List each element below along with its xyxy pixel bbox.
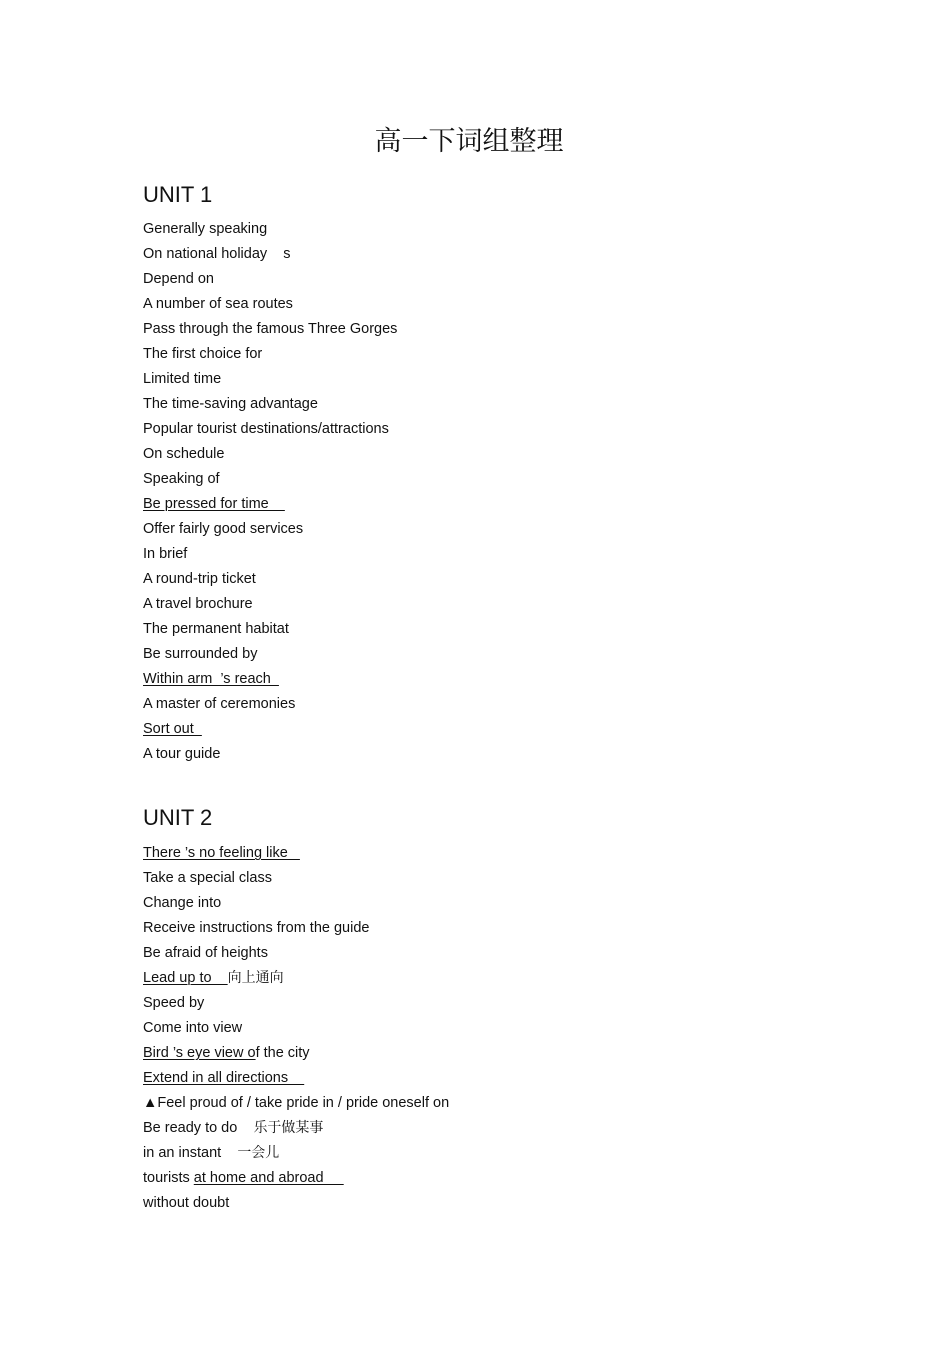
phrase-item — [143, 1191, 449, 1216]
phrase-item — [143, 592, 397, 617]
phrase-item — [143, 966, 449, 991]
phrase-text: Speed by — [143, 995, 205, 1011]
phrase-item — [143, 1166, 449, 1191]
chinese-gloss: 向上通向 — [227, 970, 284, 986]
phrase-text: Offer fairly good services — [143, 521, 304, 537]
phrase-item — [143, 492, 397, 517]
phrase-text: f the city — [255, 1045, 310, 1061]
phrase-text: Come into view — [143, 1020, 243, 1036]
phrase-text: A number of sea routes — [143, 296, 293, 312]
phrase-item — [143, 442, 397, 467]
phrase-text: Be surrounded by — [143, 646, 258, 662]
phrase-text: ▲Feel proud of / take pride in / pride oneself on — [143, 1095, 450, 1111]
phrase-text: On schedule — [143, 446, 225, 462]
phrase-item — [143, 567, 397, 592]
phrase-item — [143, 292, 397, 317]
underlined-phrase: Extend in all directions — [143, 1070, 305, 1086]
phrase-item — [143, 991, 449, 1016]
phrase-text: Be ready to do — [143, 1120, 254, 1136]
phrase-text: In brief — [143, 546, 188, 562]
phrase-text: Take a special class — [143, 870, 272, 886]
phrase-text: The time-saving advantage — [143, 396, 318, 412]
phrase-item — [143, 667, 397, 692]
phrase-item — [143, 467, 397, 492]
underlined-phrase: Within arm ’s reach — [143, 671, 279, 687]
phrase-item — [143, 692, 397, 717]
phrase-item — [143, 417, 397, 442]
phrase-item — [143, 542, 397, 567]
page-title: 高一下词组整理 — [374, 126, 564, 157]
phrase-item — [143, 517, 397, 542]
phrase-text: Change into — [143, 895, 222, 911]
phrase-text: without doubt — [143, 1195, 230, 1211]
phrase-item — [143, 242, 397, 267]
phrase-item — [143, 317, 397, 342]
unit-2-phrase-list — [143, 841, 449, 1216]
underlined-phrase: Be pressed for time — [143, 496, 285, 512]
phrase-item — [143, 342, 397, 367]
phrase-text: The first choice for — [143, 346, 263, 362]
phrase-item — [143, 866, 449, 891]
phrase-text: A travel brochure — [143, 596, 253, 612]
phrase-item — [143, 1116, 449, 1141]
underlined-phrase: Sort out — [143, 721, 202, 737]
phrase-text: Speaking of — [143, 471, 220, 487]
phrase-text: Depend on — [143, 271, 214, 287]
phrase-item — [143, 941, 449, 966]
phrase-item — [143, 1066, 449, 1091]
phrase-text: in an instant — [143, 1145, 238, 1161]
phrase-text: tourists — [143, 1170, 194, 1186]
phrase-item — [143, 617, 397, 642]
underlined-phrase: Bird ’s eye view o — [143, 1045, 256, 1061]
phrase-text: A round-trip ticket — [143, 571, 256, 587]
phrase-text: Popular tourist destinations/attractions — [143, 421, 389, 437]
phrase-item — [143, 392, 397, 417]
phrase-item — [143, 267, 397, 292]
underlined-phrase: Lead up to — [143, 970, 228, 986]
underlined-phrase: at home and abroad — [193, 1170, 344, 1186]
underlined-phrase: There ’s no feeling like — [143, 845, 300, 861]
phrase-text: On national holiday s — [143, 246, 291, 262]
phrase-item — [143, 841, 449, 866]
unit-2-heading: UNIT 2 — [143, 805, 213, 830]
phrase-item — [143, 1141, 449, 1166]
phrase-item — [143, 916, 449, 941]
phrase-item — [143, 1091, 449, 1116]
phrase-text: Be afraid of heights — [143, 945, 268, 961]
unit-1-phrase-list — [143, 217, 397, 767]
unit-1-heading: UNIT 1 — [143, 182, 213, 207]
phrase-text: The permanent habitat — [143, 621, 289, 637]
phrase-item — [143, 717, 397, 742]
phrase-item — [143, 742, 397, 767]
phrase-item — [143, 367, 397, 392]
phrase-item — [143, 1041, 449, 1066]
phrase-text: Limited time — [143, 371, 222, 387]
phrase-text: Pass through the famous Three Gorges — [143, 321, 398, 337]
phrase-text: Receive instructions from the guide — [143, 920, 370, 936]
chinese-gloss: 一会儿 — [237, 1145, 280, 1161]
phrase-item — [143, 891, 449, 916]
phrase-item — [143, 642, 397, 667]
phrase-text: A tour guide — [143, 746, 221, 762]
phrase-item — [143, 1016, 449, 1041]
phrase-item — [143, 217, 397, 242]
phrase-text: A master of ceremonies — [143, 696, 296, 712]
phrase-text: Generally speaking — [143, 221, 268, 237]
chinese-gloss: 乐于做某事 — [253, 1120, 324, 1136]
